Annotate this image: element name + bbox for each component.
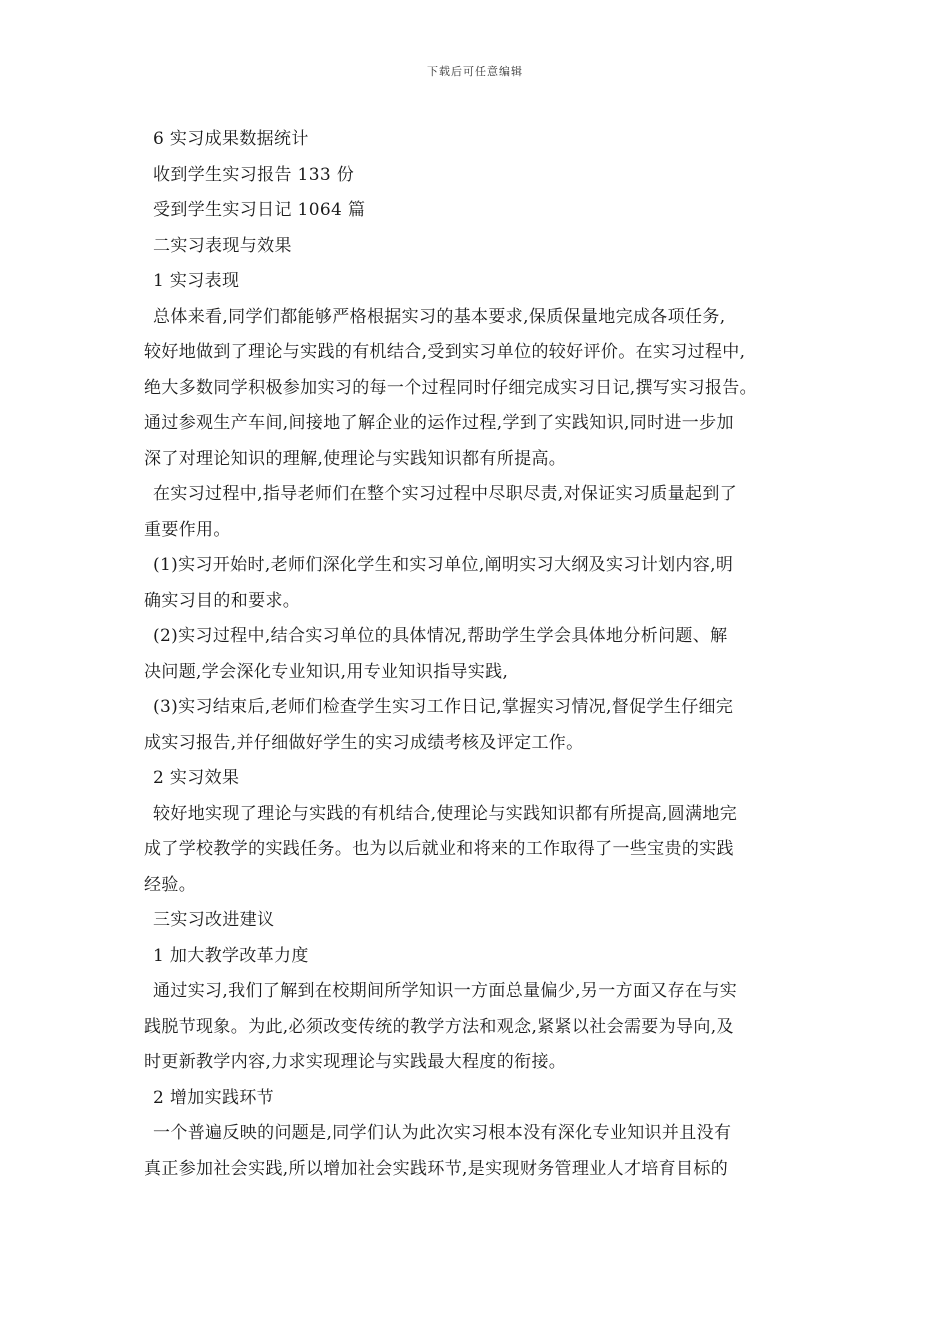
subsection-heading: 1 加大教学改革力度 [153, 945, 309, 966]
document-body [144, 122, 808, 1187]
list-item-line: 决问题,学会深化专业知识,用专业知识指导实践, [144, 661, 509, 682]
section-heading: 6 实习成果数据统计 [153, 129, 309, 149]
paragraph-line: 真正参加社会实践,所以增加社会实践环节,是实现财务管理业人才培育目标的 [144, 1158, 729, 1179]
list-item-line: 确实习目的和要求。 [144, 590, 301, 611]
paragraph-line: 践脱节现象。为此,必须改变传统的教学方法和观念,紧紧以社会需要为导向,及 [144, 1016, 734, 1037]
paragraph-line: 深了对理论知识的理解,使理论与实践知识都有所提高。 [144, 448, 567, 469]
stat-line: 收到学生实习报告 133 份 [153, 164, 355, 185]
paragraph-line: 通过参观生产车间,间接地了解企业的运作过程,学到了实践知识,同时进一步加 [144, 413, 734, 433]
section-heading: 二实习表现与效果 [153, 235, 292, 256]
paragraph-line: 较好地实现了理论与实践的有机结合,使理论与实践知识都有所提高,圆满地完 [153, 803, 738, 824]
list-item-line: (1)实习开始时,老师们深化学生和实习单位,阐明实习大纲及实习计划内容,明 [153, 555, 734, 575]
subsection-heading: 2 增加实践环节 [153, 1087, 275, 1108]
section-heading: 三实习改进建议 [153, 910, 275, 930]
stat-line: 受到学生实习日记 1064 篇 [153, 200, 366, 220]
subsection-heading: 2 实习效果 [153, 768, 240, 788]
paragraph-line: 时更新教学内容,力求实现理论与实践最大程度的衔接。 [144, 1052, 567, 1072]
paragraph-line: 通过实习,我们了解到在校期间所学知识一方面总量偏少,另一方面又存在与实 [153, 981, 738, 1001]
subsection-heading: 1 实习表现 [153, 271, 240, 291]
paragraph-line: 绝大多数同学积极参加实习的每一个过程同时仔细完成实习日记,撰写实习报告。 [144, 377, 758, 398]
paragraph-line: 较好地做到了理论与实践的有机结合,受到实习单位的较好评价。在实习过程中, [144, 342, 746, 362]
list-item-line: (2)实习过程中,结合实习单位的具体情况,帮助学生学会具体地分析问题、解 [153, 626, 728, 646]
list-item-line: (3)实习结束后,老师们检查学生实习工作日记,掌握实习情况,督促学生仔细完 [153, 697, 734, 717]
list-item-line: 成实习报告,并仔细做好学生的实习成绩考核及评定工作。 [144, 732, 584, 753]
paragraph-line: 在实习过程中,指导老师们在整个实习过程中尽职尽责,对保证实习质量起到了 [153, 484, 738, 504]
paragraph-line: 总体来看,同学们都能够严格根据实习的基本要求,保质保量地完成各项任务, [153, 306, 726, 327]
paragraph-line: 重要作用。 [144, 519, 231, 540]
paragraph-line: 一个普遍反映的问题是,同学们认为此次实习根本没有深化专业知识并且没有 [153, 1123, 732, 1143]
paragraph-line: 经验。 [144, 874, 197, 895]
header-note: 下载后可任意编辑 [427, 65, 523, 78]
paragraph-line: 成了学校教学的实践任务。也为以后就业和将来的工作取得了一些宝贵的实践 [144, 839, 734, 859]
